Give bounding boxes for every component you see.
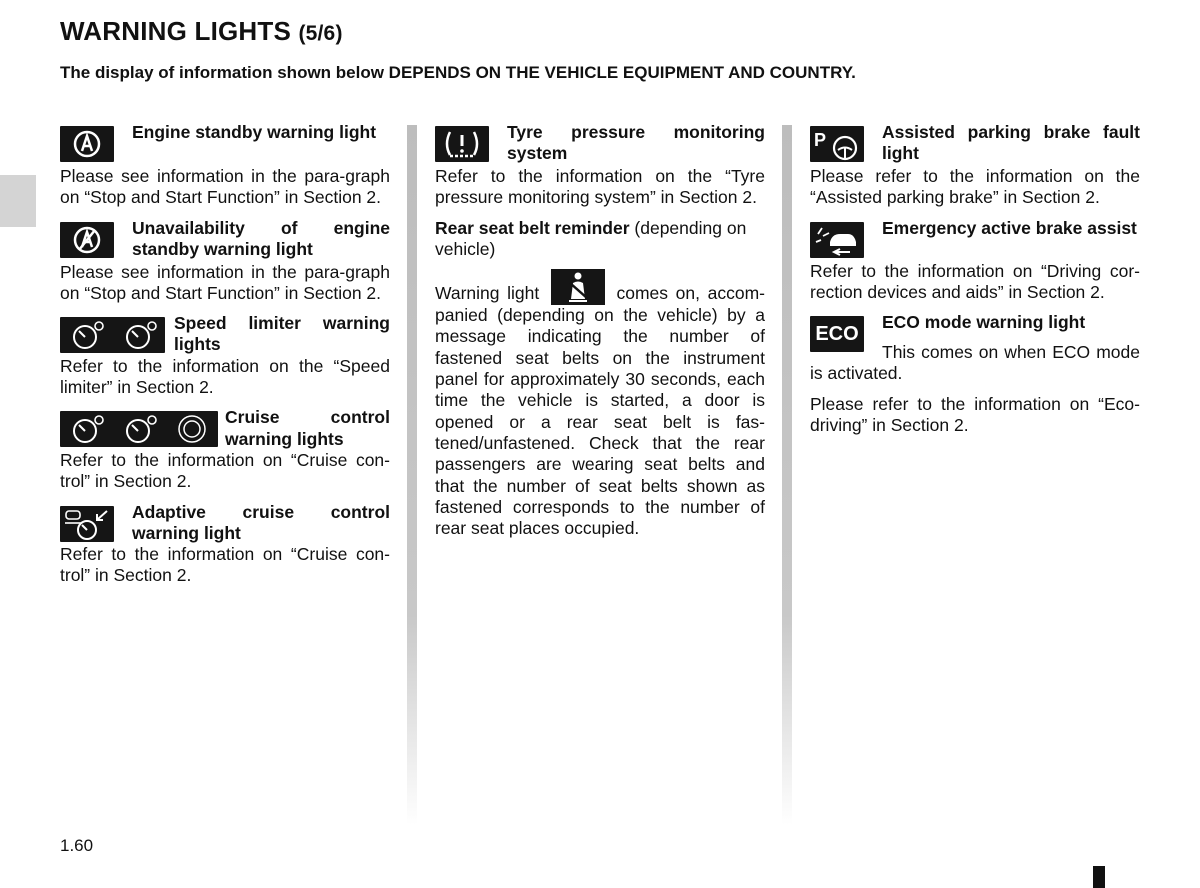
entry-adaptive-cruise — [60, 502, 390, 587]
seat-belt-heading-note: (depending on vehicle) — [435, 217, 747, 259]
adaptive-cruise-control-icon — [60, 506, 114, 542]
column-divider-2 — [782, 125, 792, 825]
entry-emergency-brake — [810, 218, 1140, 304]
eco-mode-label: ECO mode warning light — [882, 312, 1086, 333]
speed-limiter-icon — [60, 317, 165, 353]
speed-limiter-text: Refer to the information on the “Speed limiter” in Section 2. — [60, 355, 390, 398]
column-1 — [60, 122, 390, 596]
entry-seat-belt — [435, 218, 765, 540]
engine-unavailable-label: Unavailability of engine standby warning light — [132, 217, 390, 259]
entry-parking-brake — [810, 122, 1140, 209]
emergency-brake-assist-icon — [810, 222, 864, 258]
parking-brake-label: Assisted parking brake fault light — [882, 122, 1140, 164]
entry-cruise-control — [60, 407, 390, 492]
engine-standby-text: Please see information in the para-graph on “Stop and Start Function” in Section 2. — [60, 166, 390, 208]
page-title-suffix: (5/6) — [298, 22, 343, 45]
cruise-control-icon — [60, 411, 218, 447]
entry-eco-mode — [810, 312, 1140, 436]
tyre-pressure-icon — [435, 126, 489, 162]
page-title-text: WARNING LIGHTS — [60, 16, 292, 46]
cruise-control-label: Cruise control warning lights — [225, 407, 390, 449]
cruise-control-text: Refer to the information on “Cruise con-trol” in Section 2. — [60, 449, 390, 492]
emergency-brake-text: Refer to the information on “Driving cor-rection devices and aids” in Section 2. — [810, 260, 1140, 302]
parking-brake-fault-icon — [810, 126, 864, 162]
page-subtitle: The display of information shown below DEPENDS ON THE VEHICLE EQUIPMENT AND COUNTRY. — [60, 63, 856, 82]
entry-engine-unavailable — [60, 218, 390, 305]
seat-belt-icon — [551, 269, 605, 305]
emergency-brake-label: Emergency active brake assist — [882, 217, 1137, 238]
engine-standby-unavailable-icon — [60, 222, 114, 258]
eco-mode-text-2: Please refer to the information on “Eco-driving” in Section 2. — [810, 393, 1140, 436]
entry-speed-limiter — [60, 313, 390, 398]
section-tab-marker — [0, 175, 36, 227]
corner-mark — [1093, 866, 1105, 888]
tyre-pressure-text: Refer to the information on the “Tyre pressure monitoring system” in Section 2. — [435, 166, 765, 208]
seat-belt-text-after: comes on, accom-panied (depending on the vehicle) by a message indicating the number of fastened seat belts on the instrument panel for approximately 30 seconds, each time the vehicle is started, a door is opened or a rear seat belt is fas-tened/unfastened. Check that the rear passengers are wearing seat belts and that the number of seat belts shown as fastened corresponds to the number of rear seat places occupied. — [435, 283, 765, 539]
seat-belt-heading: Rear seat belt reminder — [435, 217, 630, 238]
adaptive-cruise-text: Refer to the information on “Cruise con-trol” in Section 2. — [60, 544, 390, 586]
eco-mode-text: This comes on when ECO mode is activated. — [810, 342, 1140, 384]
parking-brake-text: Please refer to the information on the “Assisted parking brake” in Section 2. — [810, 166, 1140, 208]
engine-unavailable-text: Please see information in the para-graph on “Stop and Start Function” in Section 2. — [60, 261, 390, 303]
seat-belt-text-before: Warning light — [435, 283, 540, 304]
speed-limiter-label: Speed limiter warning lights — [174, 313, 390, 355]
column-2 — [435, 122, 765, 548]
tyre-pressure-label: Tyre pressure monitoring system — [507, 122, 765, 164]
engine-standby-label: Engine standby warning light — [132, 122, 377, 142]
entry-engine-standby — [60, 122, 390, 209]
svg-text:P: P — [814, 130, 827, 150]
column-divider-1 — [407, 125, 417, 825]
adaptive-cruise-label: Adaptive cruise control warning light — [132, 501, 390, 543]
page-number: 1.60 — [60, 836, 94, 855]
eco-mode-icon: ECO — [810, 316, 864, 352]
column-3 — [810, 122, 1140, 445]
page-title — [60, 16, 343, 47]
engine-standby-icon — [60, 126, 114, 162]
entry-tyre-pressure — [435, 122, 765, 209]
